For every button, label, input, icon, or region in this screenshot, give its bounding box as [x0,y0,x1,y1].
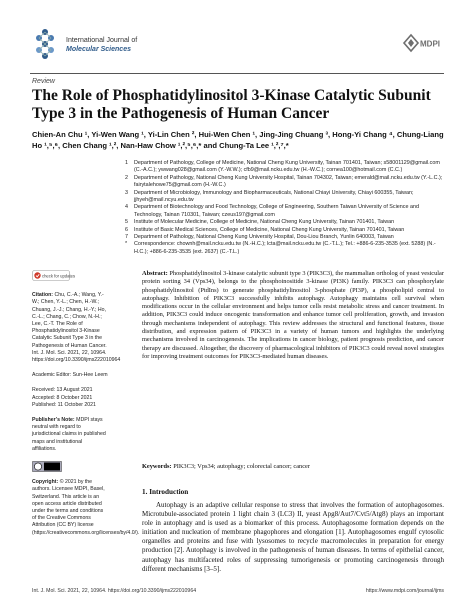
editor-block [32,372,108,379]
affiliation-text: Department of Microbiology, Immunology and Biopharmaceuticals, National Chiayi University, Chiayi 600355, Taiwan; jjhyeh@mail.ncyu.edu.tw [134,189,414,204]
publisher-note-label: Publisher’s Note: [32,417,75,424]
citation-block [32,292,121,364]
affiliation-number: 7 [125,234,128,241]
received-date: Received: 13 August 2021 [32,387,93,394]
affiliation-number: 1 [125,160,128,166]
academic-editor: Academic Editor: Sun-Hee Leem [32,372,108,379]
affiliation-text: Institute of Molecular Medicine, College of Medicine, National Cheng Kung University, Tainan 701401, Taiwan [134,219,395,226]
journal-name-line1: International Journal of [66,37,138,44]
copyright-text: © 2021 by the authors. Licensee MDPI, Basel, Switzerland. This article is an open access article distributed under the terms and conditions of the Creative Commons Attribution (CC BY) license (https://creativecommons.org/licenses/by/4.0/). [32,479,140,536]
affiliation-text: Institute of Basic Medical Sciences, College of Medicine, National Cheng Kung University, Tainan 701401, Taiwan [134,226,405,233]
correspondence-item [125,241,445,256]
publisher-note-block [32,417,108,453]
mdpi-logo [400,32,444,54]
affiliation-text: Department of Pathology, National Cheng Kung University Hospital, Dou-Liou Branch, Yunlin 640003, Taiwan [134,234,394,241]
published-date: Published: 11 October 2021 [32,401,96,408]
affiliation-item [125,175,445,190]
correspondence-text: Correspondence: chownh@mail.ncku.edu.tw (N.-H.C.); lcta@mail.ncku.edu.tw (C.-T.L.); Tel.: +886-6-235-3535 (ext. 5288) (N.-H.C.); +886-6-235-3535 (ext. 2637) (C.-T.L.) [134,241,436,255]
journal-logo-icon [30,26,60,66]
keywords-label: Keywords: [142,463,172,470]
footer-journal-link[interactable]: https://www.mdpi.com/journal/ijms [365,588,444,594]
keywords [142,463,444,471]
correspondence-marker: * [125,241,128,248]
journal-name [66,36,137,54]
citation-label: Citation: [32,292,54,299]
article-sidebar [32,270,140,545]
journal-header [30,24,444,72]
affiliation-number: 6 [125,226,128,233]
citation-text[interactable]: Chu, C.-A.; Wang, Y.-W.; Chen, Y.-L.; Chen, H.-W.; Chuang, J.-J.; Chang, H.-Y.; Ho, C.-L.; Chang, C.; Chow, N.-H.; Lee, C.-T. The Role of Phosphatidylinositol 3-Kinase Catalytic Subunit Type 3 in the Pathogenesis of Human Cancer. Int. J. Mol. Sci. 2021, 22, 10964. https://doi.org/10.3390/ijms222010964 [32,292,121,364]
affiliation-text: Department of Pathology, National Cheng Kung University Hospital, Tainan 704302, Taiwan; emerald@mail.ncku.edu.tw (Y.-L.C.); fairytalehowe75@gmail.com (H.-W.C.) [134,174,443,189]
paper-title: The Role of Phosphatidylinositol 3-Kinase Catalytic Subunit Type 3 in the Pathogenesis of Human Cancer [32,87,431,122]
accepted-date: Accepted: 8 October 2021 [32,394,93,401]
header-rule [30,73,444,74]
dates-block [32,387,108,409]
journal-name-line2: Molecular Sciences [66,46,131,53]
affiliation-item [125,190,445,205]
affiliation-item [125,219,445,226]
article-type: Review [32,78,55,85]
author-list: Chien-An Chu ¹, Yi-Wen Wang ¹, Yi-Lin Chen ², Hui-Wen Chen ¹, Jing-Jing Chuang ³, Hong-Yi Chang ⁴, Chung-Liang Ho ¹,⁵,⁶, Chen Chang ¹,², Nan-Haw Chow ¹,²,⁵,⁶,* and Chung-Ta Lee ¹,²,⁷,* [32,130,444,150]
section-heading-introduction: 1. Introduction [142,488,189,496]
affiliation-text: Department of Biotechnology and Food Technology, College of Engineering, Southern Taiwan University of Science and Technology, Tainan 710301, Taiwan; czeus197@gmail.com [134,204,419,218]
cc-by-license-icon[interactable] [32,461,62,472]
publisher-note-text: MDPI stays neutral with regard to jurisdictional claims in published maps and institutional affiliations. [32,417,106,452]
introduction-paragraph: Autophagy is an adaptive cellular response to stress that involves the formation of autophagosomes. Microtubule-associated protein 1 light chain 3 (LC3) II, yeast Apg8/Aut7/Cvt5/Atg8) plays an important role in autophagy and is used as a biomarker of this process. Autophagosome formation depends on the initiation and nucleation of membrane phagophores and elongation [1]. Autophagosomes engulf cytosolic organelles and proteins and fuse with lysosomes to recycle macromolecules in preparation for energy production [2]. Autophagy is involved in the pathogenesis of human diseases. In terms of epithelial cancer, autophagy has multifaceted roles of suppressing tumorigenesis or promoting carcinogenesis through different mechanisms [3–5]. [142,501,444,573]
keywords-text: PIK3C3; Vps34; autophagy; colorectal cancer; cancer [173,463,310,470]
affiliation-item [125,204,445,219]
check-for-updates-badge[interactable] [32,270,76,281]
affiliation-number: 4 [125,204,128,211]
copyright-block [32,479,140,537]
abstract-label: Abstract: [142,270,168,277]
abstract-text: Phosphatidylinositol 3-kinase catalytic subunit type 3 (PIK3C3), the mammalian ortholog of yeast vesicular protein sorting 34 (Vps34), belongs to the phosphoinositide 3-kinase (PI3K) family. PIK3C3 can phosphorylate phosphatidylinositol (PtdIns) to generate phosphatidylinositol 3-phosphate (PI3P), a phospholipid central to autophagy. Inhibition of PIK3C3 successfully inhibits autophagy. Autophagy maintains cell survival when modifications occur in the cellular environment and helps tumor cells resist metabolic stress and cancer treatment. In addition, PIK3C3 could induce oncogenic transformation and enhance tumor cell proliferation, growth, and invasion through mechanisms independent of autophagy. This review addresses the structural and functional features, tissue distribution, and expression pattern of PIK3C3 in a variety of human tumors and highlights the underlying mechanisms involved in carcinogenesis. The implications in cancer biology, patient prognosis prediction, and cancer therapy are discussed. Altogether, the discovery of pharmacological inhibitors of PIK3C3 could reveal novel strategies for improving treatment outcomes for PIK3C3-mediated human diseases. [142,270,444,360]
affiliation-number: 5 [125,219,128,226]
affiliation-item [125,160,445,175]
mdpi-logo-text: MDPI [420,39,440,49]
affiliation-text: Department of Pathology, College of Medicine, National Cheng Kung University, Tainan 701401, Taiwan; s58001129@gmail.com (C.-A.C.); ywwang028@gmail.com (Y.-W.W.); cfb9@mail.ncku.edu.tw (H.-W.C.); cornea100@hotmail.com (C.C.) [134,160,440,174]
footer-citation[interactable]: Int. J. Mol. Sci. 2021, 22, 10964. https://doi.org/10.3390/ijms222010964 [32,588,197,594]
affiliation-number: 2 [125,174,128,181]
abstract [142,270,444,361]
affiliation-item [125,227,445,234]
affiliation-number: 3 [125,189,128,196]
affiliation-list [125,160,445,256]
affiliation-item [125,234,445,241]
check-updates-label: check for updates [42,273,76,279]
copyright-label: Copyright: [32,479,59,486]
